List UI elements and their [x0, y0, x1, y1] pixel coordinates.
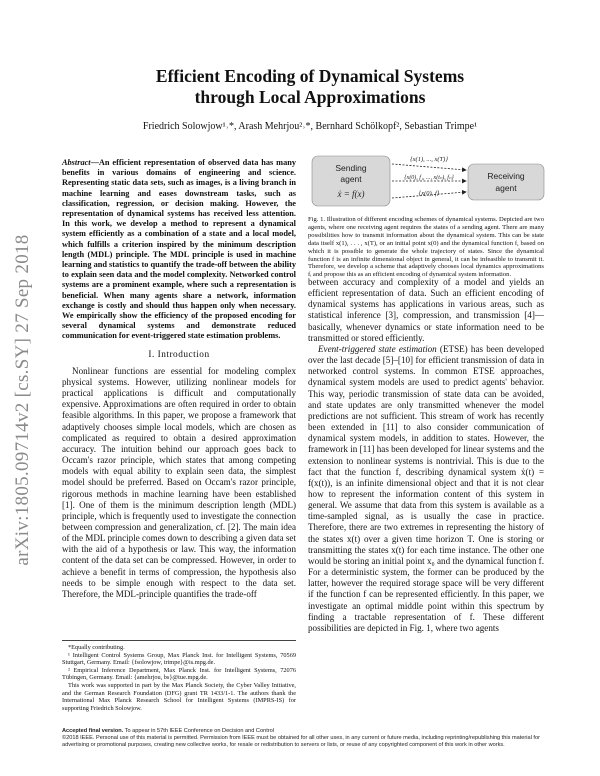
receiver-label-1: Receiving [487, 171, 525, 181]
right-column [308, 277, 544, 634]
arrow-local-label: {x(0), f₁, ..., x(tₙ), fₙ} [404, 175, 454, 181]
accepted-line [62, 728, 544, 735]
sender-label-1: Sending [335, 163, 367, 173]
abstract [62, 158, 296, 342]
copyright-text: ©2018 IEEE. Personal use of this material is permitted. Permission from IEEE must be obtained for all other uses, in any current or future media, including reprinting/republishing this material for advertising or promotional purposes, creating new collective works, for resale or redistribution to servers or lists, or reuse of any copyrighted component of this work in other works. [62, 735, 540, 748]
right-paragraph-2 [308, 344, 544, 634]
intro-paragraph: Nonlinear functions are essential for modeling complex physical systems. However, utilizing nonlinear models for practical applications is difficult and computationally expensive. Approximations are often required in order to obtain feasible algorithms. In this paper, we propose a framework that adaptively chooses simple local models, which are chosen as complicated as required to obtain a desired approximation accuracy. The intuition behind our approach goes back to Occam's razor principle, which states that among competing models with equal ability to explain seen data, the simplest model should be preferred. Based on Occam's razor principle, rigorous methods in machine learning have been established [1]. One of them is the minimum description length (MDL) principle, which is frequently used to investigate the connection between compression and generalization, cf. [2]. The main idea of the MDL principle comes down to describing a given data set with the aid of a hypothesis or law. This way, the information content of the data set can be compressed. However, in order to achieve a benefit in terms of compression, the hypothesis also needs to be simple enough with respect to the data set. Therefore, the MDL-principle quantifies the trade-off [62, 365, 296, 599]
figure-1-diagram [310, 150, 546, 210]
abstract-text: —An efficient representation of observed data has many benefits in various domains of engineering and science. Representing static data sets, such as images, is a living branch in machine learning and eases downstream tasks, such as classification, regression, or decision making. However, the representation of dynamical systems has received less attention. In this work, we develop a method to represent a dynamical system efficiently as a combination of a state and a local model, which fulfills a criterion inspired by the minimum description length (MDL) principle. The MDL principle is used in machine learning and statistics to quantify the trade-off between the ability to explain seen data and the model complexity. Networked control systems are a prominent example, where such a representation is beneficial. When many agents share a network, information exchange is costly and should thus happen only when necessary. We empirically show the efficiency of the proposed encoding for several dynamical systems and demonstrate reduced communication for event-triggered state estimation problems. [62, 158, 296, 341]
right-paragraph-1: between accuracy and complexity of a model and yields an efficient representation of data. Such an efficient encoding of dynamical systems has applications in various areas, such as statistical inference [3], compression, and transmission [4]—basically, whenever dynamics or state information need to be transmitted or stored efficiently. [308, 277, 544, 343]
figure-caption: Fig. 1. Illustration of different encoding schemes of dynamical systems. Depicted are two agents, where one receiving agent requires the states of a sending agent. There are many possibilities how to transmit information about the dynamical system. This can be state data itself x(1), . . . , x(T), or an initial point x(0) and the dynamical function f, based on which it is possible to generate the whole trajectory of states. Since the dynamical function f is an infinite dimensional object in general, it can be infeasible to transmit it. Therefore, we develop a scheme that adaptively chooses local dynamics approximations fᵢ and propose this as an efficient encoding of dynamical system information. [308, 216, 544, 279]
arrow-states [392, 164, 466, 170]
sender-equation: ẋ = f(x) [337, 189, 365, 199]
left-column [62, 158, 296, 600]
abstract-label: Abstract [62, 158, 91, 167]
receiver-label-2: agent [495, 183, 517, 193]
footnote-equal: *Equally contributing. [68, 644, 125, 651]
right-paragraph-2-text: (ETSE) has been developed over the last decade [5]–[10] for efficient transmission of data in networked control systems. In common ETSE approaches, dynamical system models are used to predict agents' behavior. This way, periodic transmission of state data can be avoided, and state updates are only transmitted whenever the model predictions are not sufficient. This stream of work has recently been extended in [11] to also consider communication of dynamical system models, in addition to states. However, the framework in [11] has been developed for linear systems and the extension to nonlinear systems is nontrivial. This is due to the fact that the function f, describing dynamical system ẋ(t) = f(x(t)), is an infinite dimensional object and that it is not clear how to represent the information content of this system in general. We assume that data from this system is available as a time-sampled signal, as is usually the case in practice. Therefore, there are two extremes in representing the history of the states x(t) over a given time horizon T. One is storing or transmitting the states x(t) for each time instance. The other one would be storing an initial point x₀ and the dynamical function f. For a deterministic system, the former can be produced by the latter, however the required storage space will be very different if the function f can be represented efficiently. In this paper, we investigate an optimal middle point within this spectrum by finding a tractable representation of f. These different possibilities are depicted in Fig. 1, where two agents [308, 343, 544, 633]
footnotes [62, 640, 296, 712]
author-list: Friedrich Solowjow¹˒*, Arash Mehrjou²˒*, Bernhard Schölkopf², Sebastian Trimpe¹ [142, 121, 478, 132]
accepted-label: Accepted final version. [62, 728, 124, 734]
arxiv-stamp [8, 230, 38, 570]
title-line-2: through Local Approximations [194, 87, 426, 107]
arrow-states-label: {x(1), ..., x(T)} [410, 156, 448, 163]
arxiv-id: arXiv:1805.09714v2 [cs.SY] 27 Sep 2018 [12, 234, 33, 566]
receiving-agent-box [468, 164, 544, 200]
sender-label-2: agent [340, 174, 362, 184]
accepted-text: To appear in 57th IEEE Conference on Decision and Control [123, 728, 274, 734]
paper-title [60, 66, 560, 108]
title-line-1: Efficient Encoding of Dynamical Systems [155, 66, 465, 86]
footnote-affiliation-2: ² Empirical Inference Department, Max Planck Inst. for Intelligent Systems, 72076 Tübingen, Germany. Email: {amehrjou, bs}@tue.mpg.de. [62, 666, 296, 682]
section-heading: I. Introduction [148, 349, 210, 360]
copyright-notice [62, 728, 544, 749]
footnote-affiliation-1: ¹ Intelligent Control Systems Group, Max Planck Inst. for Intelligent Systems, 70569 Stuttgart, Germany. Email: {fsolowjow, trimpe}@is.mpg.de. [62, 651, 296, 667]
arrow-model-label: {x(0), f} [418, 190, 440, 197]
footnote-funding: This work was supported in part by the Max Planck Society, the Cyber Valley Initiative, and the German Research Foundation (DFG) grant TR 1433/1-1. The authors thank the International Max Planck Research School for Intelligent Systems (IMPRS-IS) for supporting Friedrich Solowjow. [62, 681, 296, 712]
etse-term: Event-triggered state estimation [318, 343, 437, 354]
